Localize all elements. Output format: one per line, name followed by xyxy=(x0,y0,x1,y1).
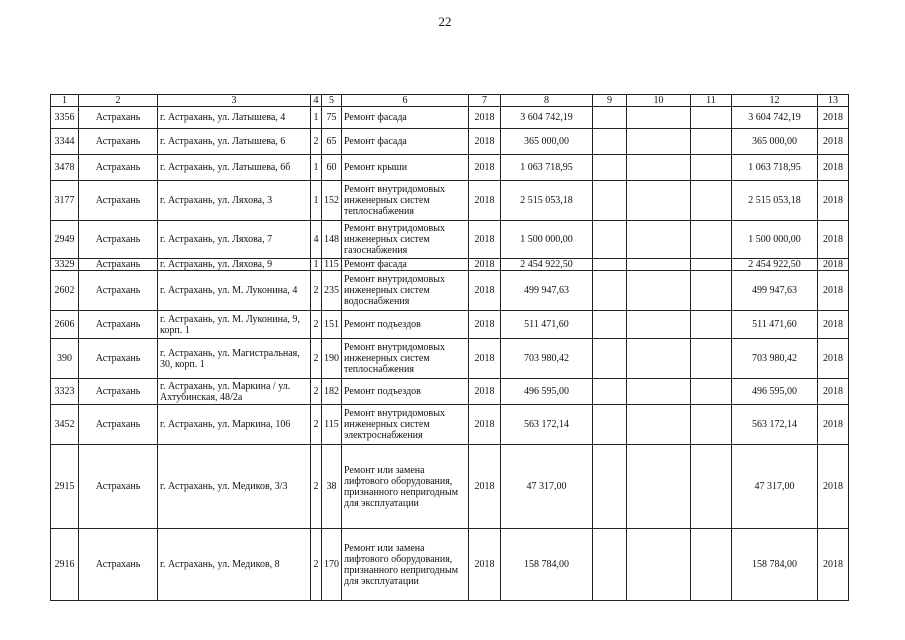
row-col10 xyxy=(627,129,691,155)
row-col13-year: 2018 xyxy=(818,405,849,445)
row-col13-year: 2018 xyxy=(818,155,849,181)
row-work-type: Ремонт крыши xyxy=(342,155,469,181)
row-col11 xyxy=(691,259,732,271)
row-col4: 2 xyxy=(311,311,322,339)
row-id: 3323 xyxy=(51,379,79,405)
row-col9 xyxy=(593,445,627,529)
row-col5: 75 xyxy=(322,107,342,129)
row-col4: 2 xyxy=(311,129,322,155)
row-col11 xyxy=(691,529,732,601)
row-col9 xyxy=(593,379,627,405)
table-row xyxy=(51,107,849,129)
row-col9 xyxy=(593,155,627,181)
row-work-type: Ремонт подъездов xyxy=(342,379,469,405)
row-col9 xyxy=(593,259,627,271)
row-work-type: Ремонт внутридомовых инженерных систем водоснабжения xyxy=(342,271,469,311)
column-header-2: 2 xyxy=(79,95,158,107)
row-work-type: Ремонт внутридомовых инженерных систем теплоснабжения xyxy=(342,339,469,379)
row-city: Астрахань xyxy=(79,529,158,601)
row-cost: 499 947,63 xyxy=(501,271,593,311)
table-row xyxy=(51,445,849,529)
row-city: Астрахань xyxy=(79,181,158,221)
row-address: г. Астрахань, ул. Ляхова, 9 xyxy=(158,259,311,271)
row-address: г. Астрахань, ул. Латышева, 6 xyxy=(158,129,311,155)
column-header-5: 5 xyxy=(322,95,342,107)
row-id: 2915 xyxy=(51,445,79,529)
row-col11 xyxy=(691,379,732,405)
row-col4: 1 xyxy=(311,107,322,129)
column-header-6: 6 xyxy=(342,95,469,107)
row-id: 390 xyxy=(51,339,79,379)
row-col11 xyxy=(691,445,732,529)
row-col11 xyxy=(691,181,732,221)
row-col10 xyxy=(627,445,691,529)
row-year: 2018 xyxy=(469,529,501,601)
row-col10 xyxy=(627,379,691,405)
row-cost: 365 000,00 xyxy=(501,129,593,155)
row-col12-cost: 47 317,00 xyxy=(732,445,818,529)
row-cost: 2 515 053,18 xyxy=(501,181,593,221)
row-city: Астрахань xyxy=(79,339,158,379)
row-year: 2018 xyxy=(469,181,501,221)
row-col10 xyxy=(627,405,691,445)
row-address: г. Астрахань, ул. М. Луконина, 9, корп. 1 xyxy=(158,311,311,339)
row-work-type: Ремонт фасада xyxy=(342,107,469,129)
row-col5: 60 xyxy=(322,155,342,181)
row-year: 2018 xyxy=(469,445,501,529)
column-header-9: 9 xyxy=(593,95,627,107)
row-col10 xyxy=(627,339,691,379)
row-col13-year: 2018 xyxy=(818,107,849,129)
row-cost: 563 172,14 xyxy=(501,405,593,445)
row-address: г. Астрахань, ул. М. Луконина, 4 xyxy=(158,271,311,311)
row-work-type: Ремонт фасада xyxy=(342,259,469,271)
row-col4: 2 xyxy=(311,405,322,445)
row-col11 xyxy=(691,155,732,181)
row-id: 3452 xyxy=(51,405,79,445)
row-col13-year: 2018 xyxy=(818,311,849,339)
row-col12-cost: 511 471,60 xyxy=(732,311,818,339)
column-header-13: 13 xyxy=(818,95,849,107)
row-id: 3344 xyxy=(51,129,79,155)
repairs-table xyxy=(50,94,849,601)
row-city: Астрахань xyxy=(79,445,158,529)
row-col5: 148 xyxy=(322,221,342,259)
row-col10 xyxy=(627,259,691,271)
row-col4: 4 xyxy=(311,221,322,259)
table-row xyxy=(51,271,849,311)
row-address: г. Астрахань, ул. Маркина / ул. Ахтубинская, 48/2а xyxy=(158,379,311,405)
row-cost: 2 454 922,50 xyxy=(501,259,593,271)
row-id: 2916 xyxy=(51,529,79,601)
row-col11 xyxy=(691,405,732,445)
row-year: 2018 xyxy=(469,311,501,339)
row-work-type: Ремонт внутридомовых инженерных систем электроснабжения xyxy=(342,405,469,445)
row-col13-year: 2018 xyxy=(818,259,849,271)
row-col12-cost: 703 980,42 xyxy=(732,339,818,379)
row-year: 2018 xyxy=(469,129,501,155)
table-row xyxy=(51,221,849,259)
row-city: Астрахань xyxy=(79,221,158,259)
table-row xyxy=(51,259,849,271)
row-id: 3177 xyxy=(51,181,79,221)
row-col4: 2 xyxy=(311,529,322,601)
row-col4: 2 xyxy=(311,271,322,311)
row-col9 xyxy=(593,311,627,339)
row-id: 2949 xyxy=(51,221,79,259)
header-row xyxy=(51,95,849,107)
row-col13-year: 2018 xyxy=(818,339,849,379)
row-col10 xyxy=(627,107,691,129)
row-col10 xyxy=(627,311,691,339)
column-header-11: 11 xyxy=(691,95,732,107)
row-col11 xyxy=(691,129,732,155)
row-cost: 703 980,42 xyxy=(501,339,593,379)
table-row xyxy=(51,379,849,405)
row-col4: 1 xyxy=(311,181,322,221)
row-col10 xyxy=(627,529,691,601)
row-work-type: Ремонт или замена лифтового оборудования, признанного непригодным для эксплуатации xyxy=(342,529,469,601)
row-col9 xyxy=(593,271,627,311)
row-col11 xyxy=(691,271,732,311)
row-year: 2018 xyxy=(469,107,501,129)
row-work-type: Ремонт внутридомовых инженерных систем теплоснабжения xyxy=(342,181,469,221)
row-year: 2018 xyxy=(469,259,501,271)
row-col4: 2 xyxy=(311,339,322,379)
row-address: г. Астрахань, ул. Магистральная, 30, корп. 1 xyxy=(158,339,311,379)
row-col9 xyxy=(593,339,627,379)
row-year: 2018 xyxy=(469,221,501,259)
row-col10 xyxy=(627,181,691,221)
row-col5: 65 xyxy=(322,129,342,155)
column-header-7: 7 xyxy=(469,95,501,107)
row-year: 2018 xyxy=(469,339,501,379)
row-col12-cost: 499 947,63 xyxy=(732,271,818,311)
row-col13-year: 2018 xyxy=(818,129,849,155)
row-col11 xyxy=(691,339,732,379)
row-cost: 511 471,60 xyxy=(501,311,593,339)
row-col12-cost: 1 500 000,00 xyxy=(732,221,818,259)
row-col5: 115 xyxy=(322,405,342,445)
column-header-10: 10 xyxy=(627,95,691,107)
table-row xyxy=(51,181,849,221)
row-address: г. Астрахань, ул. Медиков, 3/3 xyxy=(158,445,311,529)
table-row xyxy=(51,129,849,155)
row-col13-year: 2018 xyxy=(818,529,849,601)
row-col12-cost: 3 604 742,19 xyxy=(732,107,818,129)
row-col13-year: 2018 xyxy=(818,379,849,405)
row-city: Астрахань xyxy=(79,271,158,311)
row-col10 xyxy=(627,271,691,311)
row-col10 xyxy=(627,221,691,259)
row-work-type: Ремонт или замена лифтового оборудования, признанного непригодным для эксплуатации xyxy=(342,445,469,529)
row-col5: 170 xyxy=(322,529,342,601)
row-col12-cost: 2 454 922,50 xyxy=(732,259,818,271)
table-row xyxy=(51,339,849,379)
row-col9 xyxy=(593,129,627,155)
row-year: 2018 xyxy=(469,405,501,445)
row-col5: 115 xyxy=(322,259,342,271)
row-address: г. Астрахань, ул. Латышева, 6б xyxy=(158,155,311,181)
row-id: 2606 xyxy=(51,311,79,339)
row-col12-cost: 365 000,00 xyxy=(732,129,818,155)
row-address: г. Астрахань, ул. Ляхова, 3 xyxy=(158,181,311,221)
row-cost: 47 317,00 xyxy=(501,445,593,529)
row-col11 xyxy=(691,311,732,339)
row-col4: 1 xyxy=(311,259,322,271)
row-col11 xyxy=(691,221,732,259)
table-row xyxy=(51,405,849,445)
table-row xyxy=(51,155,849,181)
row-col9 xyxy=(593,405,627,445)
row-year: 2018 xyxy=(469,271,501,311)
column-header-12: 12 xyxy=(732,95,818,107)
row-col9 xyxy=(593,221,627,259)
page-number: 22 xyxy=(438,14,452,29)
row-col5: 190 xyxy=(322,339,342,379)
row-work-type: Ремонт внутридомовых инженерных систем газоснабжения xyxy=(342,221,469,259)
row-id: 2602 xyxy=(51,271,79,311)
row-year: 2018 xyxy=(469,155,501,181)
row-city: Астрахань xyxy=(79,259,158,271)
row-id: 3329 xyxy=(51,259,79,271)
row-work-type: Ремонт подъездов xyxy=(342,311,469,339)
row-id: 3356 xyxy=(51,107,79,129)
table-row xyxy=(51,311,849,339)
row-city: Астрахань xyxy=(79,107,158,129)
row-cost: 1 063 718,95 xyxy=(501,155,593,181)
row-col4: 2 xyxy=(311,445,322,529)
row-city: Астрахань xyxy=(79,379,158,405)
row-col5: 152 xyxy=(322,181,342,221)
row-col13-year: 2018 xyxy=(818,445,849,529)
row-col5: 151 xyxy=(322,311,342,339)
column-header-4: 4 xyxy=(311,95,322,107)
row-col12-cost: 1 063 718,95 xyxy=(732,155,818,181)
row-address: г. Астрахань, ул. Ляхова, 7 xyxy=(158,221,311,259)
column-header-1: 1 xyxy=(51,95,79,107)
row-cost: 1 500 000,00 xyxy=(501,221,593,259)
row-col11 xyxy=(691,107,732,129)
row-city: Астрахань xyxy=(79,311,158,339)
row-cost: 3 604 742,19 xyxy=(501,107,593,129)
row-col5: 235 xyxy=(322,271,342,311)
row-col13-year: 2018 xyxy=(818,271,849,311)
row-col4: 2 xyxy=(311,379,322,405)
row-cost: 158 784,00 xyxy=(501,529,593,601)
row-col10 xyxy=(627,155,691,181)
row-col12-cost: 2 515 053,18 xyxy=(732,181,818,221)
row-col13-year: 2018 xyxy=(818,221,849,259)
row-id: 3478 xyxy=(51,155,79,181)
row-work-type: Ремонт фасада xyxy=(342,129,469,155)
row-year: 2018 xyxy=(469,379,501,405)
row-cost: 496 595,00 xyxy=(501,379,593,405)
column-header-8: 8 xyxy=(501,95,593,107)
row-col13-year: 2018 xyxy=(818,181,849,221)
row-address: г. Астрахань, ул. Маркина, 106 xyxy=(158,405,311,445)
row-col5: 38 xyxy=(322,445,342,529)
row-address: г. Астрахань, ул. Латышева, 4 xyxy=(158,107,311,129)
table-row xyxy=(51,529,849,601)
row-col9 xyxy=(593,181,627,221)
row-city: Астрахань xyxy=(79,405,158,445)
row-city: Астрахань xyxy=(79,129,158,155)
row-col9 xyxy=(593,107,627,129)
row-city: Астрахань xyxy=(79,155,158,181)
row-col4: 1 xyxy=(311,155,322,181)
row-col12-cost: 496 595,00 xyxy=(732,379,818,405)
row-col12-cost: 563 172,14 xyxy=(732,405,818,445)
row-col12-cost: 158 784,00 xyxy=(732,529,818,601)
row-address: г. Астрахань, ул. Медиков, 8 xyxy=(158,529,311,601)
row-col9 xyxy=(593,529,627,601)
row-col5: 182 xyxy=(322,379,342,405)
column-header-3: 3 xyxy=(158,95,311,107)
